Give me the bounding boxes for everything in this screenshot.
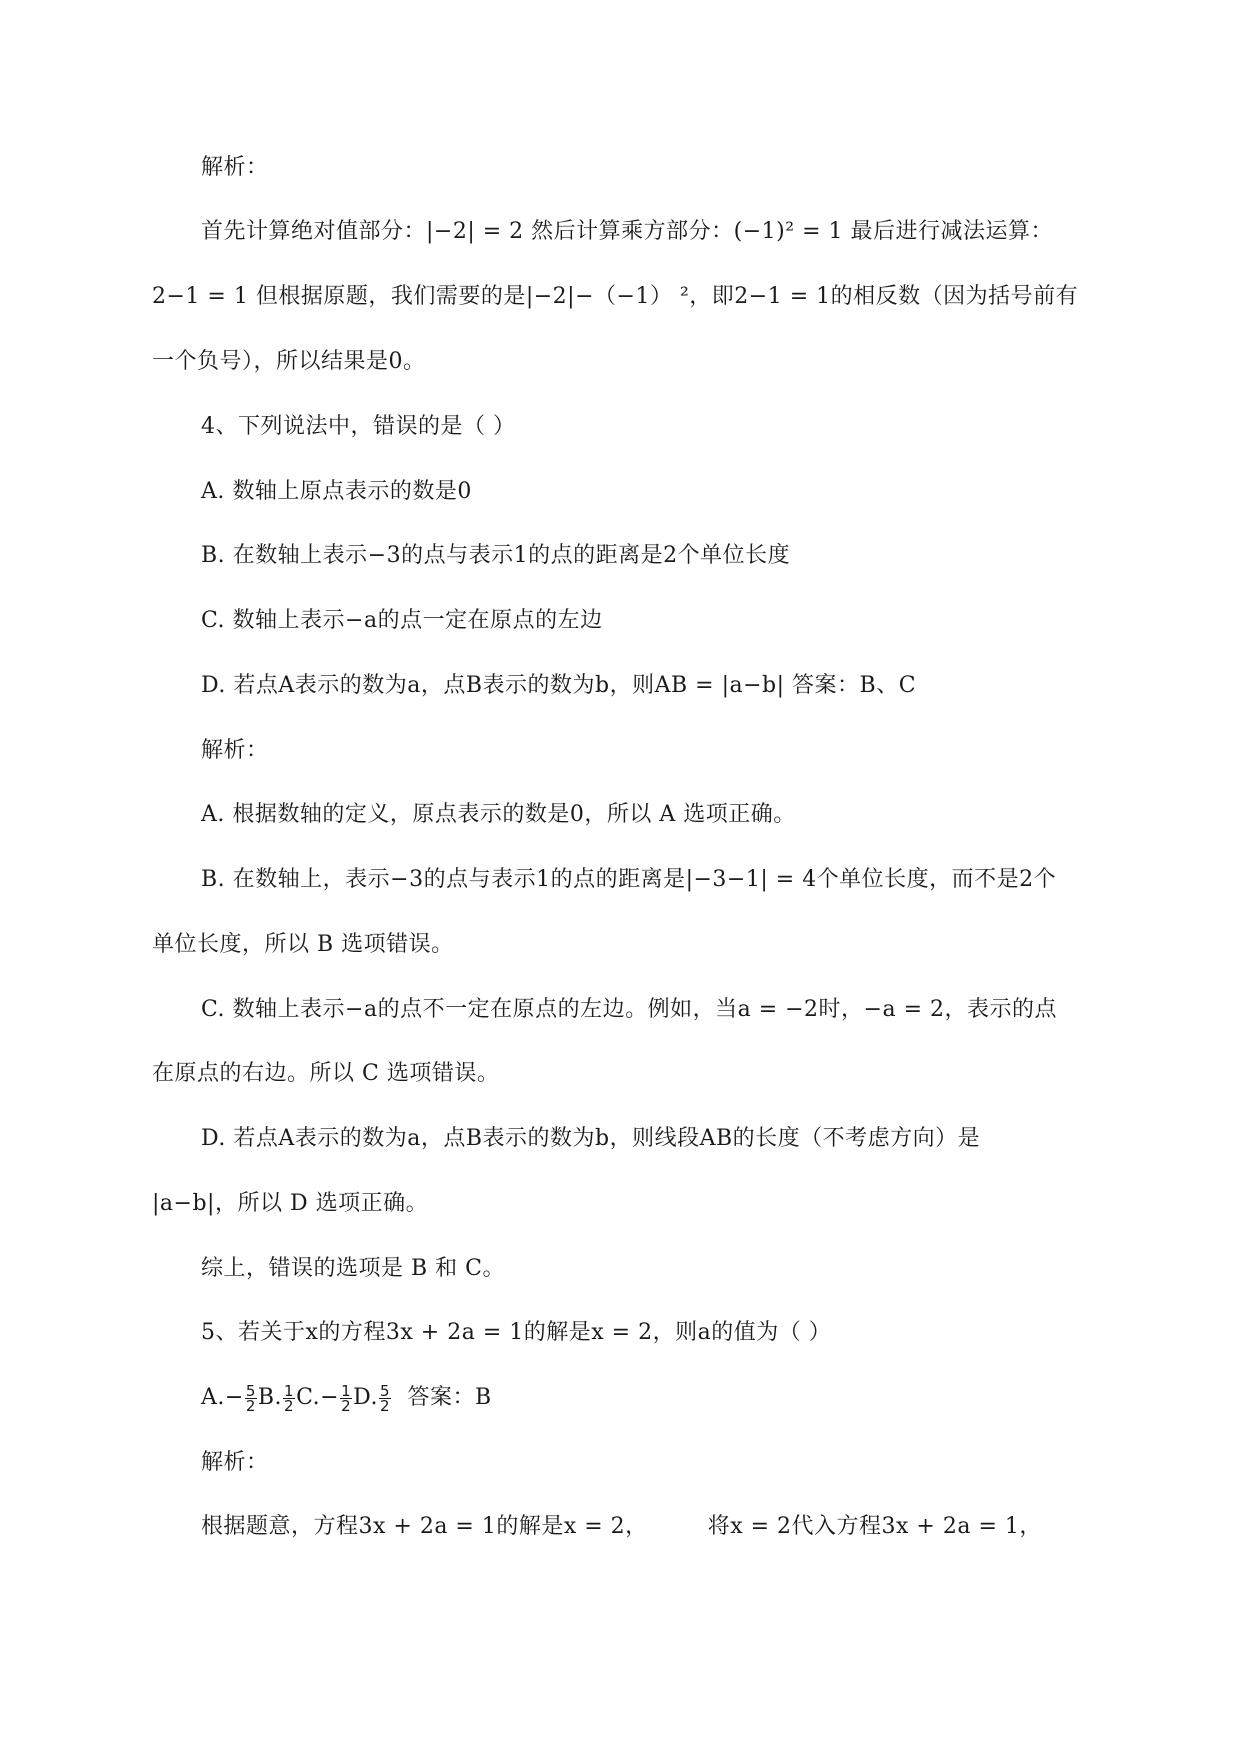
question-5-stem: 5、若关于x的方程3x + 2a = 1的解是x = 2，则a的值为（ ）	[201, 1320, 832, 1345]
question-4-option-b: B. 在数轴上表示−3的点与表示1的点的距离是2个单位长度	[201, 543, 791, 568]
option-a-numerator: 5	[245, 1381, 256, 1400]
option-c-sign: −	[320, 1385, 340, 1410]
analysis-heading: 解析：	[201, 155, 269, 180]
analysis-heading: 解析：	[201, 738, 269, 763]
question-4-analysis-a: A. 根据数轴的定义，原点表示的数是0，所以 A 选项正确。	[201, 802, 796, 827]
option-d-fraction	[379, 1381, 391, 1415]
question-4-summary: 综上，错误的选项是 B 和 C。	[201, 1256, 505, 1281]
question-5-analysis-line	[201, 1512, 1042, 1542]
analysis3-line-3: 一个负号），所以结果是0。	[152, 349, 426, 374]
question-4-analysis-b-line-1: B. 在数轴上，表示−3的点与表示1的点的距离是|−3−1| = 4个单位长度，而不是2个	[201, 867, 1057, 892]
question-5-answer: 答案：B	[407, 1385, 492, 1410]
question-4-stem: 4、下列说法中，错误的是（ ）	[201, 414, 516, 439]
analysis3-line-1: 首先计算绝对值部分：|−2| = 2 然后计算乘方部分：(−1)² = 1 最后进行减法运算：	[201, 219, 1053, 244]
analysis-heading: 解析：	[201, 1450, 269, 1475]
option-b-fraction	[283, 1381, 295, 1415]
question-4-option-d: D. 若点A表示的数为a，点B表示的数为b，则AB = |a−b| 答案：B、C	[201, 673, 917, 698]
question-5-analysis-part-2: 将x = 2代入方程3x + 2a = 1，	[707, 1514, 1042, 1539]
option-c-prefix: C.	[296, 1385, 321, 1410]
option-b-denominator: 2	[284, 1396, 295, 1415]
option-d-numerator: 5	[379, 1381, 391, 1400]
option-a-sign: −	[224, 1385, 244, 1410]
question-4-option-c: C. 数轴上表示−a的点一定在原点的左边	[201, 608, 603, 633]
question-5-analysis-part-1: 根据题意，方程3x + 2a = 1的解是x = 2，	[201, 1514, 648, 1539]
option-a-denominator: 2	[245, 1396, 256, 1415]
option-d-denominator: 2	[379, 1396, 391, 1415]
question-4-analysis-d-line-2: |a−b|，所以 D 选项正确。	[152, 1191, 429, 1216]
option-a-fraction	[245, 1381, 257, 1415]
question-4-analysis-c-line-1: C. 数轴上表示−a的点不一定在原点的左边。例如，当a = −2时，−a = 2，表示的点	[201, 997, 1058, 1022]
question-5-options	[201, 1383, 492, 1413]
option-c-denominator: 2	[341, 1396, 352, 1415]
option-d-prefix: D.	[353, 1385, 378, 1410]
question-4-option-a: A. 数轴上原点表示的数是0	[201, 479, 472, 504]
option-b-numerator: 1	[284, 1381, 295, 1400]
question-4-analysis-c-line-2: 在原点的右边。所以 C 选项错误。	[152, 1061, 500, 1086]
question-4-analysis-d-line-1: D. 若点A表示的数为a，点B表示的数为b，则线段AB的长度（不考虑方向）是	[201, 1126, 981, 1151]
option-a-prefix: A.	[201, 1385, 225, 1410]
analysis3-line-2: 2−1 = 1 但根据原题，我们需要的是|−2|−（−1） ²，即2−1 = 1的相反数（因为括号前有	[152, 284, 1079, 309]
question-4-analysis-b-line-2: 单位长度，所以 B 选项错误。	[152, 932, 454, 957]
option-b-prefix: B.	[257, 1385, 283, 1410]
option-c-numerator: 1	[341, 1381, 352, 1400]
option-c-fraction	[340, 1381, 352, 1415]
